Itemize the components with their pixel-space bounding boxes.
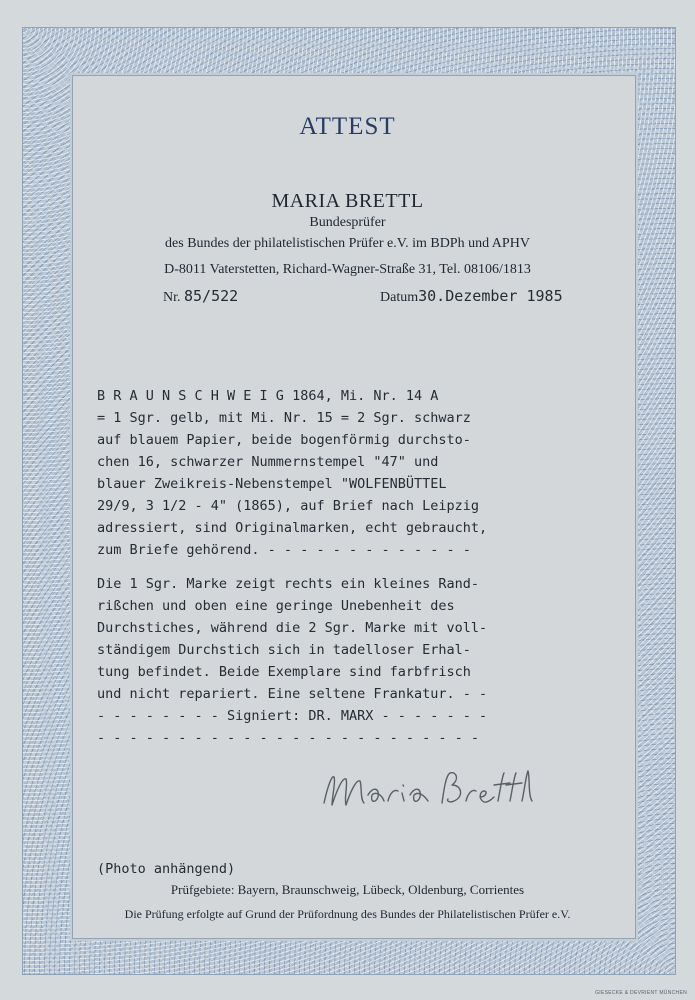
paragraph2-line: - - - - - - - - - - - - - - - - - - - - - - - - xyxy=(97,730,480,746)
datum-label: Datum xyxy=(380,290,419,305)
datum-value: 30.Dezember 1985 xyxy=(418,287,563,305)
paragraph2-line: rißchen und oben eine geringe Unebenheit des xyxy=(97,598,455,614)
paragraph1-line: B R A U N S C H W E I G 1864, Mi. Nr. 14 A xyxy=(97,388,439,404)
printer-imprint: GIESECKE & DEVRIENT MÜNCHEN xyxy=(595,990,687,996)
issuer-association: des Bundes der philatelistischen Prüfer e.V. im BDPh und APHV xyxy=(165,236,530,251)
paragraph1-line: 29/9, 3 1/2 - 4" (1865), auf Brief nach Leipzig xyxy=(97,498,480,514)
pruefordnung-line: Die Prüfung erfolgte auf Grund der Prüfordnung des Bundes der Philatelistischen Prüfer e.V. xyxy=(124,907,571,921)
paragraph1-line: adressiert, sind Originalmarken, echt gebraucht, xyxy=(97,520,488,536)
issuer-address: D-8011 Vaterstetten, Richard-Wagner-Straße 31, Tel. 08106/1813 xyxy=(164,262,531,277)
issuer-name: MARIA BRETTL xyxy=(271,190,424,212)
pruefgebiete-line: Prüfgebiete: Bayern, Braunschweig, Lübeck, Oldenburg, Corrientes xyxy=(170,882,525,897)
paragraph1-line: zum Briefe gehörend. - - - - - - - - - - - - - xyxy=(97,542,471,558)
certificate-number xyxy=(163,287,238,306)
paragraph1-line: = 1 Sgr. gelb, mit Mi. Nr. 15 = 2 Sgr. schwarz xyxy=(97,410,471,426)
paragraph2-line: tung befindet. Beide Exemplare sind farbfrisch xyxy=(97,664,471,680)
photo-note: (Photo anhängend) xyxy=(97,861,236,877)
nr-label: Nr. xyxy=(163,290,181,305)
handwritten-signature xyxy=(310,755,550,825)
paragraph2-line: Die 1 Sgr. Marke zeigt rechts ein kleines Rand- xyxy=(97,576,480,592)
paragraph2-line: und nicht repariert. Eine seltene Frankatur. - - xyxy=(97,686,488,702)
paragraph1-line: chen 16, schwarzer Nummernstempel "47" und xyxy=(97,454,439,470)
nr-value: 85/522 xyxy=(184,287,239,305)
certificate-date xyxy=(380,287,563,306)
certificate-title: ATTEST xyxy=(299,113,396,140)
issuer-role: Bundesprüfer xyxy=(309,215,386,230)
paragraph1-line: blauer Zweikreis-Nebenstempel "WOLFENBÜTTEL xyxy=(97,476,447,492)
paragraph2-line: - - - - - - - - Signiert: DR. MARX - - - - - - - xyxy=(97,708,488,724)
paragraph2-line: ständigem Durchstich sich in tadelloser Erhal- xyxy=(97,642,471,658)
paragraph1-line: auf blauem Papier, beide bogenförmig durchsto- xyxy=(97,432,471,448)
paragraph2-line: Durchstiches, während die 2 Sgr. Marke mit voll- xyxy=(97,620,488,636)
